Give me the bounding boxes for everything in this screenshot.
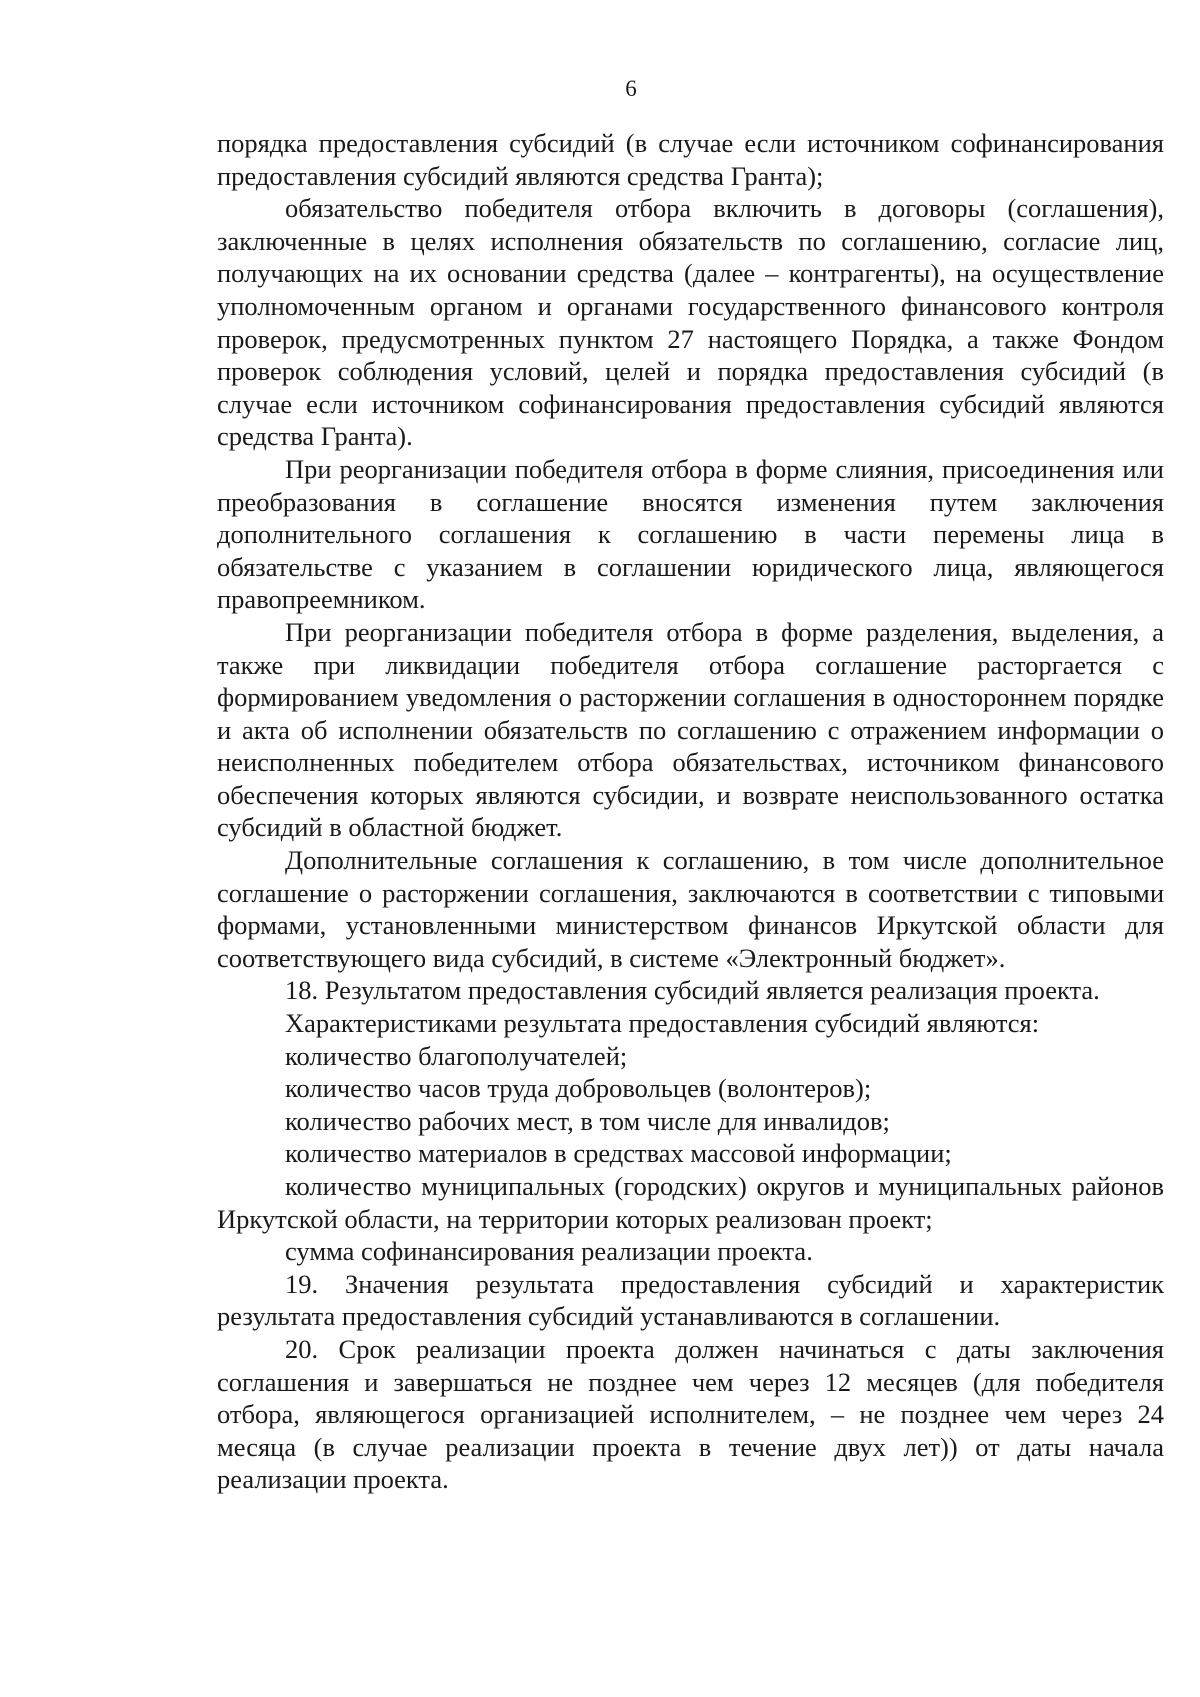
paragraph-item-20: 20. Срок реализации проекта должен начинаться с даты заключения соглашения и завершаться не позднее чем через 12 месяцев (для победителя отбора, являющегося организацией исполнителем, – не позднее чем через 24 месяца (в случае реализации проекта в течение двух лет)) от даты начала реализации проекта. [217,1333,1164,1495]
list-item-municipalities: количество муниципальных (городских) округов и муниципальных районов Иркутской области, на территории которых реализован проект; [217,1171,1164,1234]
paragraph-result-characteristics: Характеристиками результата предоставления субсидий являются: [285,1008,1040,1039]
document-body [217,127,1164,1496]
paragraph-obligation-winner: обязательство победителя отбора включить в договоры (соглашения), заключенные в целях исполнения обязательств по соглашению, согласие лиц, получающих на их основании средства (далее – контрагенты), на осуществление уполномоченным органом и органами государственного финансового контроля проверок, предусмотренных пунктом 27 настоящего Порядка, а также Фондом проверок соблюдения условий, целей и порядка предоставления субсидий (в случае если источником софинансирования предоставления субсидий являются средства Гранта). [217,193,1164,452]
paragraph-item-19: 19. Значения результата предоставления субсидий и характеристик результата предоставления субсидий устанавливаются в соглашении. [217,1268,1164,1332]
paragraph-reorganization-merger: При реорганизации победителя отбора в форме слияния, присоединения или преобразования в соглашение вносятся изменения путем заключения дополнительного соглашения к соглашению в части перемены лица в обязательстве с указанием в соглашении юридического лица, являющегося правопреемником. [217,453,1164,615]
page-number: 6 [625,76,637,101]
list-item-volunteer-hours: количество часов труда добровольцев (волонтеров); [285,1073,872,1104]
list-item-media-materials: количество материалов в средствах массовой информации; [285,1138,952,1169]
paragraph-reorganization-division: При реорганизации победителя отбора в форме разделения, выделения, а также при ликвидации победителя отбора соглашение расторгается с формированием уведомления о расторжении соглашения в одностороннем порядке и акта об исполнении обязательств по соглашению с отражением информации о неисполненных победителем отбора обязательствах, источником финансового обеспечения которых являются субсидии, и возврате неиспользованного остатка субсидий в областной бюджет. [217,616,1164,843]
list-item-beneficiaries: количество благополучателей; [285,1040,628,1071]
list-item-cofinancing: сумма софинансирования реализации проекта. [285,1236,813,1267]
paragraph-continued-procedure: порядка предоставления субсидий (в случае если источником софинансирования предоставления субсидий являются средства Гранта); [217,128,1164,191]
paragraph-item-18: 18. Результатом предоставления субсидий является реализация проекта. [285,975,1100,1006]
list-item-jobs: количество рабочих мест, в том числе для инвалидов; [285,1105,890,1136]
paragraph-additional-agreements: Дополнительные соглашения к соглашению, в том числе дополнительное соглашение о расторжении соглашения, заключаются в соответствии с типовыми формами, установленными министерством финансов Иркутской области для соответствующего вида субсидий, в системе «Электронный бюджет». [217,845,1164,973]
